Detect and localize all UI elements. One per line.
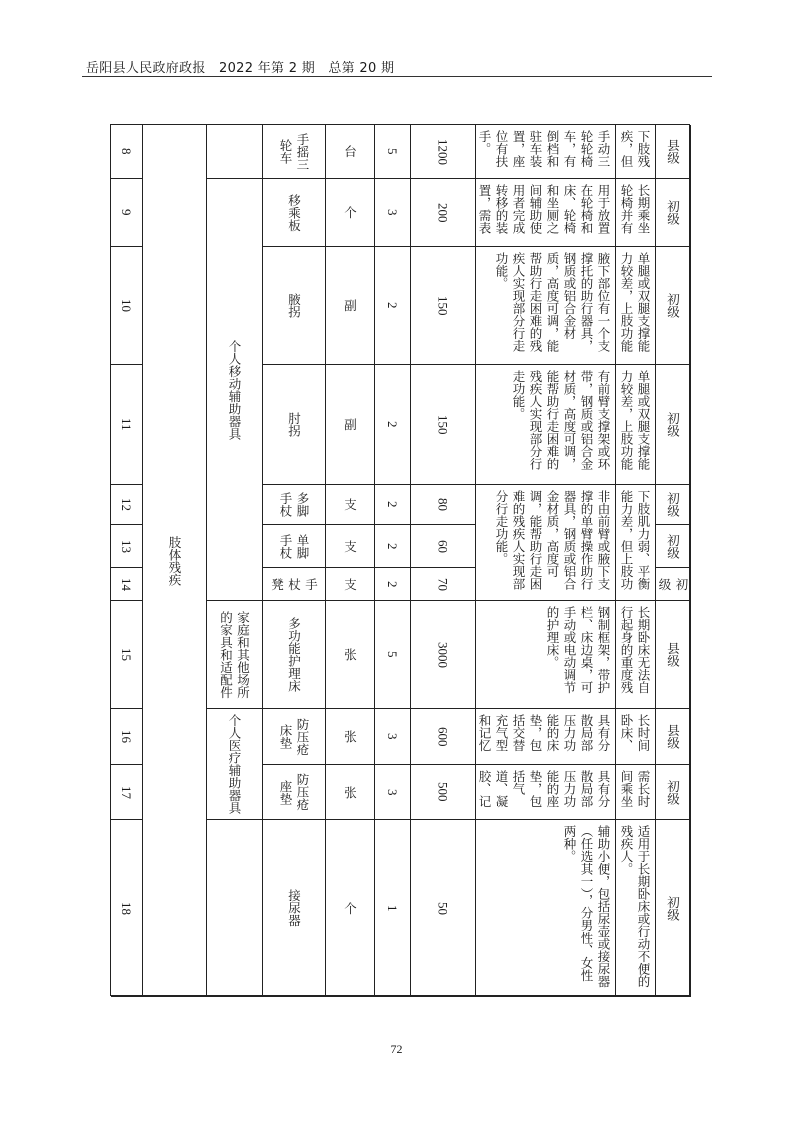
device-target xyxy=(616,765,656,820)
row-number xyxy=(111,125,143,179)
cane-shared-target xyxy=(616,485,656,601)
device-target-text: 单腿或双腿支撑能力较差，上肢功能 xyxy=(619,370,651,470)
device-name xyxy=(263,365,326,485)
category-cell xyxy=(143,125,207,997)
document-header: 岳阳县人民政府政报 2022 年第 2 期 总第 20 期 xyxy=(86,61,395,76)
device-years-text: 2 xyxy=(385,421,400,428)
device-price xyxy=(411,485,476,525)
device-years xyxy=(375,820,411,997)
row-number xyxy=(111,765,143,820)
group-cell-medical-text: 个人医疗辅助器具 xyxy=(227,714,242,814)
device-level xyxy=(656,179,691,247)
device-years-text: 2 xyxy=(385,501,400,508)
group-cell-blank-text xyxy=(207,125,262,178)
device-unit xyxy=(326,568,375,601)
device-unit-text: 副 xyxy=(342,418,358,431)
device-name xyxy=(263,179,326,247)
cane-shared-target-text: 下肢肌力弱、平衡能力差，但上肢功 xyxy=(619,490,651,590)
device-target xyxy=(616,179,656,247)
device-feature xyxy=(476,765,616,820)
header-rule xyxy=(82,76,712,77)
row-number-text: 8 xyxy=(119,148,134,155)
device-unit-text: 副 xyxy=(342,299,358,312)
device-name-text: 手杖凳 xyxy=(269,577,319,591)
device-years xyxy=(375,709,411,765)
device-unit xyxy=(326,820,375,997)
device-feature xyxy=(476,601,616,709)
device-unit xyxy=(326,485,375,525)
device-years-text: 1 xyxy=(385,904,400,912)
device-years xyxy=(375,179,411,247)
row-number-text: 12 xyxy=(119,498,134,511)
device-name xyxy=(263,247,326,365)
device-unit-text: 支 xyxy=(342,498,358,511)
device-level-text: 初级 xyxy=(665,412,681,437)
row-number xyxy=(111,525,143,568)
device-years xyxy=(375,601,411,709)
device-price-text: 500 xyxy=(435,782,451,802)
device-name-text: 腋拐 xyxy=(286,293,302,318)
device-level-text: 县级 xyxy=(665,642,681,667)
device-level xyxy=(656,568,691,601)
page-number: 72 xyxy=(390,1042,403,1056)
device-price-text: 60 xyxy=(435,539,451,553)
group-cell-blank xyxy=(207,820,263,997)
device-level xyxy=(656,365,691,485)
device-unit xyxy=(326,179,375,247)
device-feature-text: 用于放置在轮椅和床、轮椅和坐厕之间辅助使用者完成转移的装置，需表 xyxy=(477,184,611,234)
row-number xyxy=(111,568,143,601)
device-price-text: 50 xyxy=(435,901,451,915)
device-unit-text: 张 xyxy=(342,648,358,661)
device-years xyxy=(375,365,411,485)
group-cell-mobility-text: 个人移动辅助器具 xyxy=(227,339,242,440)
device-name xyxy=(263,601,326,709)
device-unit-text: 个 xyxy=(342,206,358,219)
device-name xyxy=(263,125,326,179)
device-years-text: 5 xyxy=(385,148,400,155)
device-unit xyxy=(326,247,375,365)
group-cell-blank xyxy=(207,125,263,179)
device-name xyxy=(263,525,326,568)
device-name-text: 单脚手杖 xyxy=(278,533,310,559)
device-level-text: 县级 xyxy=(665,724,681,749)
device-name xyxy=(263,765,326,820)
device-level xyxy=(656,709,691,765)
device-price xyxy=(411,179,476,247)
device-level xyxy=(656,525,691,568)
device-feature-text: 有前臂支撑架或环带，钢质或铝合金材质，高度可调，能帮助行走困难的残疾人实现部分行走功能。 xyxy=(511,370,611,470)
device-feature-text: 钢制框架，带护栏、床边桌，可手动或电动调节的护理床。 xyxy=(545,606,611,694)
device-price-text: 150 xyxy=(435,414,451,435)
device-unit-text: 张 xyxy=(342,730,358,743)
device-years xyxy=(375,765,411,820)
device-unit-text: 支 xyxy=(342,539,358,553)
device-price xyxy=(411,365,476,485)
device-target-text: 下肢残疾，但 xyxy=(619,130,651,168)
device-level-text: 初级 xyxy=(665,779,681,805)
device-price xyxy=(411,525,476,568)
device-level xyxy=(656,820,691,997)
device-unit xyxy=(326,601,375,709)
device-target xyxy=(616,247,656,365)
cane-shared-feature-text: 非由前臂或腋下支撑的单臂操作助行器具，钢质或铝合金材质，高度可调，能帮助行走困难的残疾人实现部分行走功能。 xyxy=(494,490,611,590)
device-target xyxy=(616,709,656,765)
device-price xyxy=(411,247,476,365)
device-feature xyxy=(476,247,616,365)
device-feature-text: 具有分散局部压力功能的座垫，包括气道、凝胶、记 xyxy=(477,770,611,808)
device-target-text: 单腿或双腿支撑能力较差，上肢功能 xyxy=(619,252,651,352)
group-cell-home xyxy=(207,601,263,709)
device-feature xyxy=(476,820,616,997)
device-price-text: 70 xyxy=(435,577,451,591)
device-name-text: 移乘板 xyxy=(286,193,302,232)
device-price xyxy=(411,125,476,179)
device-unit-text: 张 xyxy=(342,785,358,799)
device-target xyxy=(616,125,656,179)
device-years xyxy=(375,125,411,179)
device-price xyxy=(411,765,476,820)
device-price-text: 80 xyxy=(435,498,451,511)
device-feature-text: 具有分散局部压力功能的床垫，包括交替充气型和记忆 xyxy=(477,714,611,752)
device-level xyxy=(656,247,691,365)
device-price-text: 3000 xyxy=(435,641,451,668)
row-number xyxy=(111,709,143,765)
device-unit-text: 支 xyxy=(342,577,358,591)
device-unit xyxy=(326,765,375,820)
device-unit xyxy=(326,125,375,179)
device-feature-text: 腋下部位有一个支撑托的助行器具，钢质或铝合金材质，高度可调，能帮助行走困难的残疾人实现部分行走功能。 xyxy=(494,252,611,352)
device-level xyxy=(656,601,691,709)
row-number xyxy=(111,820,143,997)
device-level-text: 初级 xyxy=(657,577,689,591)
device-years-text: 2 xyxy=(385,542,400,550)
device-unit-text: 个 xyxy=(342,901,358,915)
device-name-text: 多功能护理床 xyxy=(286,617,302,692)
row-number-text: 10 xyxy=(119,299,134,312)
device-unit xyxy=(326,709,375,765)
row-number-text: 11 xyxy=(119,418,134,431)
device-level xyxy=(656,125,691,179)
row-number-text: 16 xyxy=(119,730,134,743)
row-number xyxy=(111,485,143,525)
device-years-text: 2 xyxy=(385,302,400,309)
device-name-text: 接尿器 xyxy=(286,889,302,927)
device-level-text: 初级 xyxy=(665,533,681,559)
device-feature-text: 手动三轮轮椅车，有倒档和驻车装置，座位有扶手。 xyxy=(477,130,611,168)
device-level-text: 初级 xyxy=(665,293,681,318)
row-number-text: 13 xyxy=(119,539,134,553)
device-name xyxy=(263,485,326,525)
device-level xyxy=(656,485,691,525)
device-target-text: 长期乘坐轮椅并有 xyxy=(619,184,651,234)
device-level-text: 初级 xyxy=(665,492,681,517)
row-number-text: 15 xyxy=(119,648,134,661)
row-number-text: 14 xyxy=(119,577,134,591)
device-unit xyxy=(326,525,375,568)
group-cell-blank-text xyxy=(207,820,262,996)
category-cell-text: 肢体残疾 xyxy=(167,535,182,586)
device-level-text: 初级 xyxy=(665,200,681,225)
row-number xyxy=(111,179,143,247)
cane-shared-feature xyxy=(476,485,616,601)
row-number-text: 9 xyxy=(119,209,134,216)
row-number-text: 17 xyxy=(119,785,134,799)
device-name-text: 防压疮床垫 xyxy=(278,717,310,756)
device-feature xyxy=(476,709,616,765)
device-target-text: 长时间卧床、 xyxy=(619,714,651,752)
device-years-text: 3 xyxy=(385,733,400,740)
device-name-text: 手摇三轮车 xyxy=(278,132,310,171)
assistive-devices-table xyxy=(110,124,690,996)
device-target xyxy=(616,601,656,709)
device-price-text: 200 xyxy=(435,202,451,223)
device-price xyxy=(411,820,476,997)
row-number xyxy=(111,247,143,365)
device-target-text: 适用于长期卧床或行动不便的残疾人。 xyxy=(619,825,651,988)
device-unit xyxy=(326,365,375,485)
device-price xyxy=(411,709,476,765)
device-feature xyxy=(476,125,616,179)
device-feature-text: 辅助小便，包括尿壶或接尿器（任选其一），分男性、女性两种。 xyxy=(562,825,611,988)
device-name xyxy=(263,568,326,601)
device-price xyxy=(411,568,476,601)
device-years xyxy=(375,485,411,525)
device-target-text: 需长时间乘坐 xyxy=(619,770,651,808)
device-price-text: 600 xyxy=(435,726,451,747)
device-years-text: 3 xyxy=(385,209,400,216)
device-years xyxy=(375,247,411,365)
group-cell-home-text: 家庭和其他场所的家具和适配件 xyxy=(218,610,251,699)
device-price-text: 150 xyxy=(435,295,451,316)
device-target-text: 长期卧床无法自行起身的重度残 xyxy=(619,606,651,694)
row-number xyxy=(111,601,143,709)
device-years-text: 5 xyxy=(385,651,400,658)
group-cell-medical xyxy=(207,709,263,820)
device-target xyxy=(616,820,656,997)
row-number xyxy=(111,365,143,485)
device-feature xyxy=(476,179,616,247)
device-feature xyxy=(476,365,616,485)
device-target xyxy=(616,365,656,485)
device-years xyxy=(375,525,411,568)
device-name-text: 多脚手杖 xyxy=(278,492,310,517)
device-level-text: 县级 xyxy=(665,139,681,164)
device-years-text: 3 xyxy=(385,788,400,796)
device-unit-text: 台 xyxy=(342,145,358,158)
device-price-text: 1200 xyxy=(435,138,451,165)
device-name xyxy=(263,820,326,997)
device-name-text: 防压疮座垫 xyxy=(278,773,310,811)
device-name-text: 肘拐 xyxy=(286,412,302,437)
device-level xyxy=(656,765,691,820)
device-price xyxy=(411,601,476,709)
device-years-text: 2 xyxy=(385,580,400,588)
row-number-text: 18 xyxy=(119,901,134,915)
device-years xyxy=(375,568,411,601)
device-name xyxy=(263,709,326,765)
group-cell-mobility xyxy=(207,179,263,601)
device-level-text: 初级 xyxy=(665,895,681,921)
